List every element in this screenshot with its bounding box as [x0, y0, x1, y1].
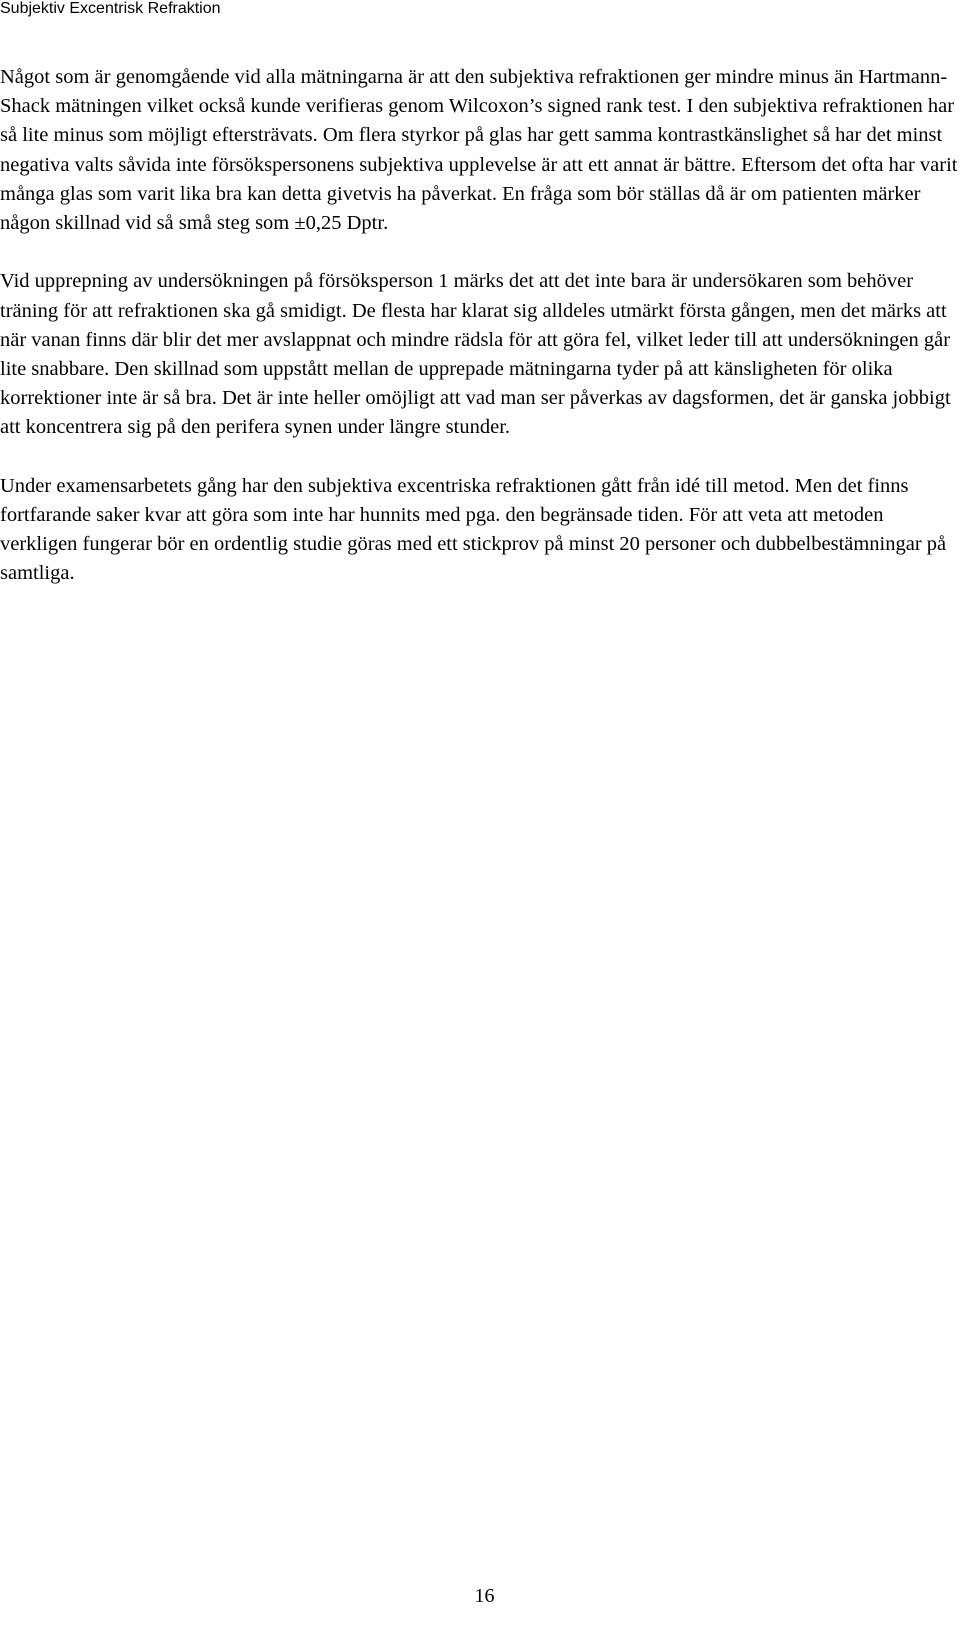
body-text	[0, 63, 960, 618]
paragraph-3: Under examensarbetets gång har den subjektiva excentriska refraktionen gått från idé till metod. Men det finns fortfarande saker kvar att göra som inte har hunnits med pga. den begränsade tiden. För att veta att metoden verkligen fungerar bör en ordentlig studie göras med ett stickprov på minst 20 personer och dubbelbestämningar på samtliga.	[0, 474, 947, 585]
paragraph-1: Något som är genomgående vid alla mätningarna är att den subjektiva refraktionen ger mindre minus än Hartmann-Shack mätningen vilket också kunde verifieras genom Wilcoxon’s signed rank test. I den subjektiva refraktionen har så lite minus som möjligt eftersträvats. Om flera styrkor på glas har gett samma kontrastkänslighet så har det minst negativa valts såvida inte försökspersonens subjektiva upplevelse är att ett annat är bättre. Eftersom det ofta har varit många glas som varit lika bra kan detta givetvis ha påverkat. En fråga som bör ställas då är om patienten märker någon skillnad vid så små steg som ±0,25 Dptr.	[0, 66, 958, 235]
page-number: 16	[474, 1585, 495, 1607]
paragraph-2: Vid upprepning av undersökningen på försöksperson 1 märks det att det inte bara är undersökaren som behöver träning för att refraktionen ska gå smidigt. De flesta har klarat sig alldeles utmärkt första gången, men det märks att när vanan finns där blir det mer avslappnat och mindre rädsla för att göra fel, vilket leder till att undersökningen går lite snabbare. Den skillnad som uppstått mellan de upprepade mätningarna tyder på att känsligheten för olika korrektioner inte är så bra. Det är inte heller omöjligt att vad man ser påverkas av dagsformen, det är ganska jobbigt att koncentrera sig på den perifera synen under längre stunder.	[0, 270, 951, 439]
running-header: Subjektiv Excentrisk Refraktion	[0, 0, 221, 17]
